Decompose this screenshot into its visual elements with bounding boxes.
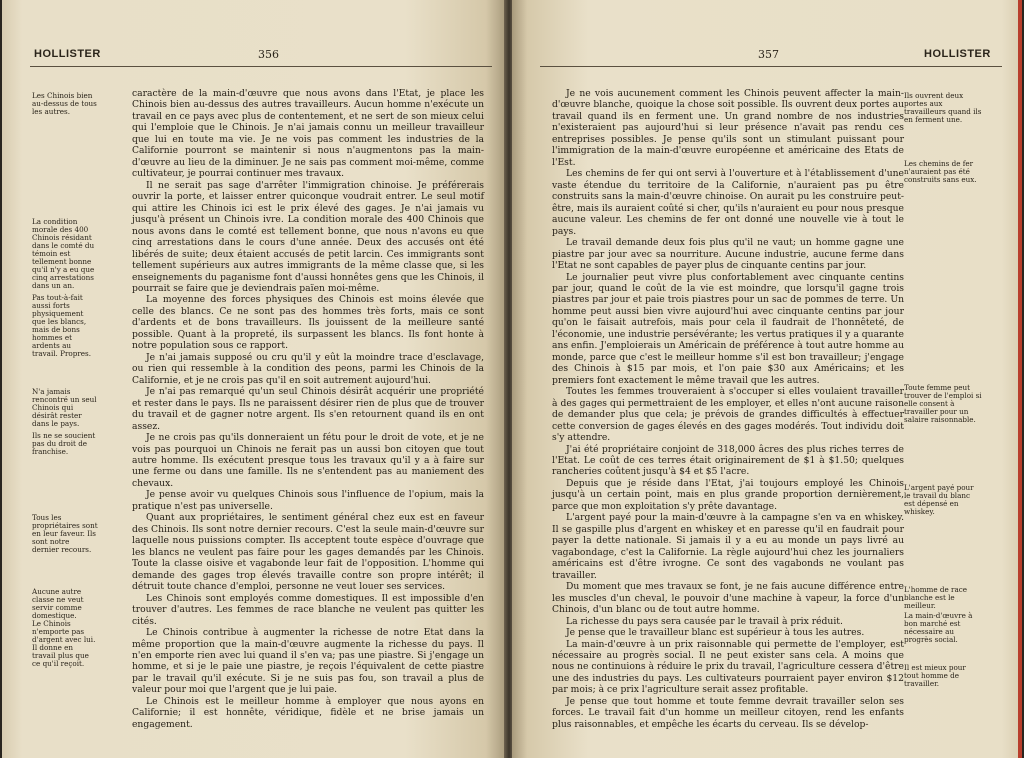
page-number-left: 356 [258,48,279,61]
paragraph: Il ne serait pas sage d'arrêter l'immigration chinoise. Je préférerais ouvrir la porte, et laisser entrer quiconque voudrait entrer. Le seul motif qui attire les Chinois ici est le prix élevé des gages. Je n'ai jamais vu jusqu'à présent un Chinois ivre. La condition morale des 400 Chinois que nous avons dans le comté est tellement bonne, que nous n'avons eu que cinq arrestations dans le cours d'une année. Deux des accusés ont été libérés de suite; deux étaient accusés de petit larcin. Ces immigrants sont tellement supérieurs aux autres immigrants de la même classe que, si les enseignements du paganisme font d'aussi honnêtes gens que les Chinois, il pourrait se faire que je deviendrais païen moi-même. [132,179,484,294]
paragraph: L'argent payé pour la main-d'œuvre à la campagne s'en va en whiskey. Il se gaspille plus d'argent en whiskey et en paresse qu'il en faudrait pour payer la dette nationale. Si jamais il y a eu au monde un pays livré au vagabondage, c'est la Californie. La règle aujourd'hui chez les journaliers américains est d'être ivrogne. Ce sont des vagabonds ne voulant pas travailler. [552,512,904,581]
paragraph: Je n'ai jamais supposé ou cru qu'il y eût la moindre trace d'esclavage, ou rien qui ressemble à la condition des peons, parmi les Chinois de la Californie, et je ne crois pas qu'il en soit autrement aujourd'hui. [132,351,484,386]
sidenote: Pas tout-à-fait aussi forts physiquement que les blancs, mais de bons hommes et ardents au travail. Propres. [32,293,91,358]
page-number-right: 357 [758,48,779,61]
sidenote: Le Chinois n'emporte pas d'argent avec lui. Il donne en travail plus que ce qu'il reçoit. [32,619,96,668]
sidenotes-right [904,92,982,712]
paragraph: Le Chinois contribue à augmenter la richesse de notre Etat dans la même proportion que la main-d'œuvre augmente la richesse du pays. Il n'en emporte rien avec lui quand il s'en va; pas une piastre. Si j'engage un homme, et si je le paie une piastre, je reçois l'équivalent de cette piastre par le travail qu'il exécute. Si je ne suis pas fou, son travail a plus de valeur pour moi que l'argent que je lui paie. [132,627,484,696]
sidenote: Toute femme peut trouver de l'emploi si elle consent à travailler pour un salaire raisonnable. [904,383,982,424]
running-head-left: HOLLISTER [34,48,101,60]
paragraph: Le journalier peut vivre plus confortablement avec cinquante centins par jour, quand le coût de la vie est moindre, que lorsqu'il gagne trois piastres par jour et paie trois piastres pour un sac de pommes de terre. Un homme peut aussi bien vivre aujourd'hui avec cinquante centins par jour qu'on le faisait autrefois, mais pour cela il faudrait de l'honnêteté, de l'économie, une industrie persévérante; les vertus pratiques il y a quarante ans enfin. J'emploierais un Américain de préférence à tout autre homme au monde, parce que c'est le meilleur homme s'il est bon travailleur; j'engage des Chinois à $15 par mois, et l'on paie $30 aux Américains; et les premiers font exactement le même travail que les autres. [552,271,904,386]
paragraph: La richesse du pays sera causée par le travail à prix réduit. [566,615,843,627]
sidenote: Il est mieux pour tout homme de travailler. [904,663,966,688]
paragraph: caractère de la main-d'œuvre que nous avons dans l'Etat, je place les Chinois bien au-dessus des autres travailleurs. Aucun homme n'exécute un travail en ce pays avec plus de contentement, et ne sert de son mieux celui qui l'emploie que le Chinois. Je n'ai jamais connu un meilleur travailleur que lui en toute ma vie. Je ne vois pas comment les industries de la Californie pourront se maintenir si nous n'augmentons pas la main-d'œuvre au lieu de la diminuer. Je ne sais pas comment moi-même, comme cultivateur, je pourrai continuer mes travaux. [132,88,484,180]
sidenote: L'argent payé pour le travail du blanc est dépensé en whiskey. [904,483,974,516]
header-rule-left [30,66,492,67]
paragraph: J'ai été propriétaire conjoint de 318,000 âcres des plus riches terres de l'Etat. Le coût de ces terres était originairement de $1 à $1.50; quelques rancheries coûtent jusqu'à $4 et $5 l'acre. [552,443,904,478]
body-text-right [552,88,904,730]
paragraph: La main-d'œuvre à un prix raisonnable qui permette de l'employer, est nécessaire au progrès social. Il ne peut exister sans cela. A moins que nous ne continuions à réduire le prix du travail, l'agriculture cessera d'être une des industries du pays. Les cultivateurs pourraient payer environ $12 par mois; à ce prix l'agriculture serait assez profitable. [552,638,904,696]
paragraph: Le travail demande deux fois plus qu'il ne vaut; un homme gagne une piastre par jour avec sa nourriture. Aucune industrie, aucune ferme dans l'Etat ne sont capables de payer plus de cinquante centins par jour. [552,237,904,272]
sidenote: La main-d'œuvre à bon marché est nécessaire au progrès social. [904,611,973,644]
paragraph: Depuis que je réside dans l'Etat, j'ai toujours employé les Chinois jusqu'à un certain point, mais en plus grande proportion dernièrement, parce que mon exploitation s'y prête davantage. [552,477,904,512]
paragraph: Je n'ai pas remarqué qu'un seul Chinois désirât acquérir une propriété et rester dans le pays. Ils ne paraissent désirer rien de plus que de trouver du travail et de gagner notre argent. Ils s'en retournent quand ils en ont assez. [132,386,484,432]
body-text-left [132,88,484,730]
sidenote: Les Chinois bien au-dessus de tous les autres. [32,91,97,116]
right-page [512,0,1022,758]
page-edge [1018,0,1022,758]
sidenote: L'homme de race blanche est le meilleur. [904,585,968,610]
sidenote: Aucune autre classe ne veut servir comme domestique. [32,587,84,620]
paragraph: Je pense que tout homme et toute femme devrait travailler selon ses forces. Le travail fait d'un homme un meilleur citoyen, rend les enfants plus raisonnables, et empêche les écarts du cerveau. Ils se dévelop- [552,695,904,730]
sidenote: Tous les propriétaires sont en leur faveur. Ils sont notre dernier recours. [32,513,98,554]
paragraph: Je ne crois pas qu'ils donneraient un fétu pour le droit de vote, et je ne vois pas pourquoi un Chinois ne ferait pas un aussi bon citoyen que tout autre homme. Ils exécutent presque tous les travaux qu'il y a à faire sur une ferme ou dans une famille. Ils ne s'entendent pas au maniement des chevaux. [132,432,484,489]
sidenote: Les chemins de fer n'auraient pas été construits sans eux. [904,159,977,184]
sidenote: La condition morale des 400 Chinois résidant dans le comté du témoin est tellement bonne qu'il n'y a eu que cinq arrestations dans un an. [32,217,95,290]
running-head-right: HOLLISTER [924,48,991,60]
paragraph: Quant aux propriétaires, le sentiment général chez eux est en faveur des Chinois. Ils sont notre dernier recours. C'est la seule main-d'œuvre sur laquelle nous puissions compter. Ils acceptent toute espèce d'ouvrage que les blancs ne veulent pas faire pour les gages demandés par les Chinois. Toute la classe oisive et vagabonde leur fait de l'opposition. L'homme qui demande des gages trop élevés travaille contre son propre intérêt; il détruit toute chance d'emploi, personne ne veut louer ses services. [132,512,484,593]
header-rule-right [540,66,1002,67]
paragraph: Je pense avoir vu quelques Chinois sous l'influence de l'opium, mais la pratique n'est pas universelle. [132,489,484,512]
paragraph: Les Chinois sont employés comme domestiques. Il est impossible d'en trouver d'autres. Les femmes de race blanche ne veulent pas quitter les cités. [132,592,484,627]
sidenotes-left [32,92,98,712]
sidenote: Ils ne se soucient pas du droit de franchise. [32,431,96,456]
paragraph: Du moment que mes travaux se font, je ne fais aucune différence entre les muscles d'un cheval, le pouvoir d'une machine à vapeur, la force d'un Chinois, d'un blanc ou de tout autre homme. [552,581,904,616]
sidenote: Ils ouvrent deux portes aux travailleurs quand ils en ferment une. [904,91,982,124]
paragraph: Les chemins de fer qui ont servi à l'ouverture et à l'établissement d'une vaste étendue du territoire de la Californie, n'auraient pas pu être construits sans la main-d'œuvre chinoise. On aurait pu les construire peut-être, mais ils auraient coûté si cher, qu'ils n'auraient eu pour nous presque aucune valeur. Les chemins de fer ont donné une nouvelle vie à tout le pays. [552,168,904,237]
paragraph: Le Chinois est le meilleur homme à employer que nous ayons en Californie; il est honnête, véridique, fidèle et ne brise jamais un engagement. [132,695,484,730]
paragraph: Je pense que le travailleur blanc est supérieur à tous les autres. [566,627,865,639]
paragraph: Je ne vois aucunement comment les Chinois peuvent affecter la main-d'œuvre blanche, quoique la chose soit possible. Ils ouvrent deux portes au travail quand ils en ferment une. Un grand nombre de nos industries n'existeraient pas aujourd'hui si leur présence n'avait pas rendu ces entreprises possibles. Je pense qu'ils sont un stimulant puissant pour l'immigration de la main-d'œuvre européenne et américaine des Etats de l'Est. [552,88,904,168]
sidenote: N'a jamais rencontré un seul Chinois qui désirât rester dans le pays. [32,387,97,428]
paragraph: La moyenne des forces physiques des Chinois est moins élevée que celle des blancs. Ce ne sont pas des hommes très forts, mais ce sont d'ardents et de bons travailleurs. Ils jouissent de la meilleure santé possible. Quant à la propreté, ils surpassent les blancs. Ils font honte à notre population sous ce rapport. [132,294,484,352]
paragraph: Toutes les femmes trouveraient à s'occuper si elles voulaient travailler à des gages qui permettraient de les employer, et elles n'ont aucune raison de demander plus que cela; je prévois de grandes difficultés à effectuer cette conversion de gages élevés en des gages modérés. Tout individu doit s'y attendre. [552,386,904,444]
left-page [2,0,506,758]
